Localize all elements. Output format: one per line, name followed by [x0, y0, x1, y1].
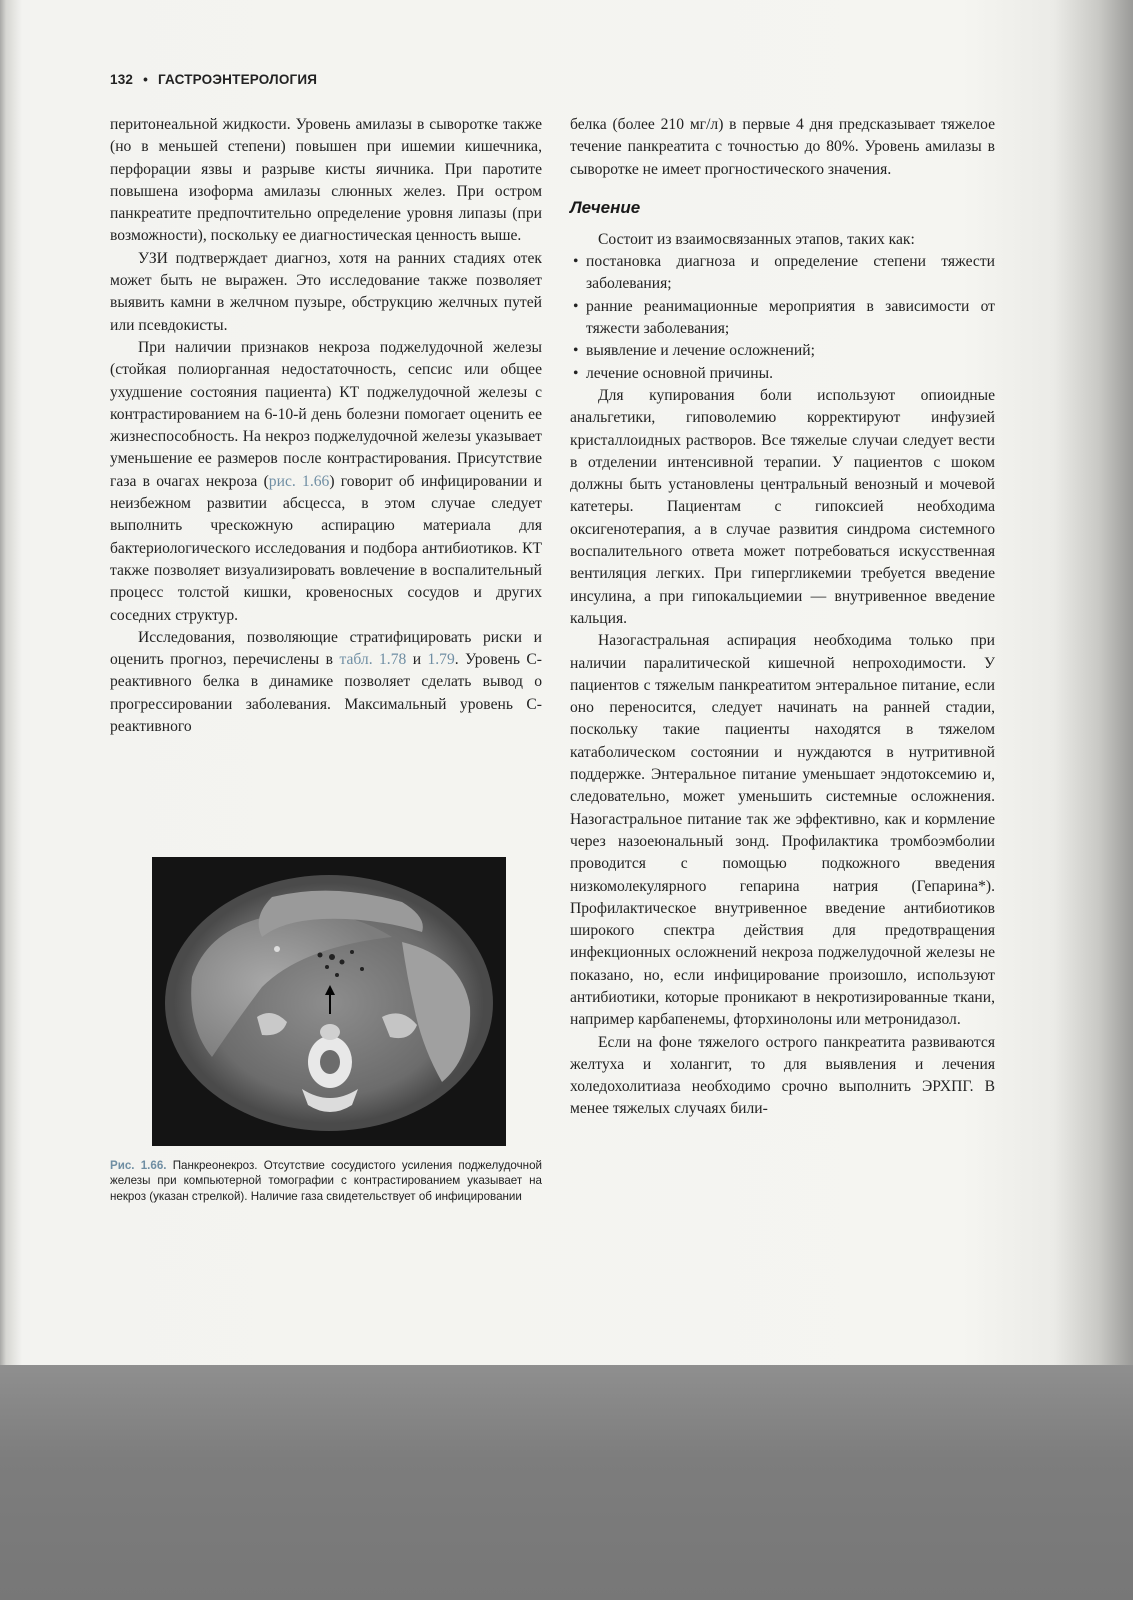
header-title: ГАСТРОЭНТЕРОЛОГИЯ [157, 72, 318, 87]
scanner-background [0, 1365, 1133, 1600]
left-p4-text-mid: и [406, 651, 428, 669]
figure-reference-link[interactable]: рис. 1.66 [268, 472, 330, 490]
right-paragraph-1: белка (более 210 мг/л) в первые 4 дня предсказывает тяжелое течение панкреатита с точностью до 80%. Уровень амилазы в сыворотке не имеет прогностического значения. [570, 116, 995, 178]
left-p4-text-b: . Уровень С-реактивного белка в динамике позволяет сделать вывод о прогрессировании заболевания. Максимальный уровень С-реактивного [110, 651, 543, 736]
left-paragraph-3 [110, 337, 542, 627]
figure-caption [110, 1158, 542, 1204]
left-paragraph-1: перитонеальной жидкости. Уровень амилазы в сыворотке также (но в меньшей степени) повышен при ишемии кишечника, перфорации язвы и разрыве кисты яичника. При паротите повышена изоформа амилазы слюнных желез. При остром панкреатите предпочтительно определение уровня липазы (при возможности), поскольку ее диагностическая ценность выше. [110, 116, 542, 245]
list-item: • лечение основной причины. [570, 363, 995, 385]
right-paragraph-4: Если на фоне тяжелого острого панкреатита развиваются желтуха и холангит, то для выявления и лечения холедохолитиаза необходимо срочно выполнить ЭРХПГ. В менее тяжелых случаях били- [570, 1033, 995, 1118]
caption-text: Панкреонекроз. Отсутствие сосудистого усиления поджелудочной железы при компьютерной томографии с контрастированием указывает на некроз (указан стрелкой). Наличие газа свидетельствует об инфицировании [110, 1159, 542, 1203]
table-reference-link-1[interactable]: табл. 1.78 [339, 651, 407, 669]
left-p3-text-b: ) говорит об инфицировании и неизбежном развитии абсцесса, в этом случае следует выполнить чрескожную аспирацию материала для бактериологического исследования и подбора антибиотиков. КТ также позволяет визуализировать вовлечение в воспалительный процесс толстой кишки, кровеносных сосудов и других соседних структур. [110, 472, 542, 624]
right-paragraph-2: Для купирования боли используют опиоидные анальгетики, гиповолемию корректируют инфузией кристаллоидных растворов. Все тяжелые случаи следует вести в отделении интенсивной терапии. У пациентов с шоком должны быть установлены центральный венозный и мочевой катетеры. Пациентам с гипоксией необходима оксигенотерапия, а в случае развития синдрома системного воспалительного ответа может потребоваться искусственная вентиляция легких. При гипергликемии требуется введение инсулина, а при гипокальциемии — внутривенное введение кальция. [570, 386, 995, 627]
table-reference-link-2[interactable]: 1.79 [427, 651, 455, 669]
right-paragraph-3: Назогастральная аспирация необходима только при наличии паралитической кишечной непроходимости. У пациентов с тяжелым панкреатитом энтеральное питание, если оно переносится, следует начинать на ранней стадии, поскольку такие пациенты находятся в тяжелом катаболическом состоянии и нуждаются в нутритивной поддержке. Энтеральное питание уменьшает эндотоксемию и, следовательно, может уменьшить системные осложнения. Назогастральное питание так же эффективно, как и кормление через назоеюнальный зонд. Профилактика тромбоэмболии проводится с помощью подкожного введения низкомолекулярного гепарина натрия (Гепарина*). Профилактическое внутривенное введение антибиотиков широкого спектра действия для предотвращения инфекционных осложнений некроза поджелудочной железы не показано, но, если инфицирование произошло, используют антибиотики, которые проникают в некротизированные ткани, например карбапенемы, фторхинолоны или метронидазол. [570, 632, 995, 1029]
section-heading: Лечение [570, 197, 641, 217]
left-column [110, 114, 542, 738]
list-item: • ранние реанимационные мероприятия в зависимости от тяжести заболевания; [570, 296, 995, 341]
left-paragraph-4 [110, 627, 542, 738]
page-number: 132 [110, 72, 134, 87]
left-p4-text-a: Исследования, позволяющие стратифицировать риски и оценить прогноз, перечислены в [110, 628, 542, 669]
list-item: • выявление и лечение осложнений; [570, 340, 995, 362]
ct-scan-image [152, 857, 506, 1146]
running-header [110, 72, 317, 87]
left-p3-text-a: При наличии признаков некроза поджелудочной железы (стойкая полиорганная недостаточность, сепсис или общее ухудшение состояния пациента) КТ поджелудочной железы с контрастированием на 6-10-й день болезни помогает оценить ее жизнеспособность. На некроз поджелудочной железы указывает уменьшение ее размеров после контрастирования. Присутствие газа в очагах некроза ( [110, 338, 542, 490]
right-column [570, 114, 995, 1121]
ct-scan-figure [152, 857, 506, 1146]
right-intro: Состоит из взаимосвязанных этапов, таких как: [598, 230, 915, 248]
header-separator: • [143, 72, 149, 87]
treatment-stages-list [570, 251, 995, 385]
caption-label: Рис. 1.66. [110, 1159, 167, 1172]
left-paragraph-2: УЗИ подтверждает диагноз, хотя на ранних стадиях отек может быть не выражен. Это исследование также позволяет выявить камни в желчном пузыре, обструкцию желчных путей или псевдокисты. [110, 249, 542, 334]
list-item: • постановка диагноза и определение степени тяжести заболевания; [570, 251, 995, 296]
